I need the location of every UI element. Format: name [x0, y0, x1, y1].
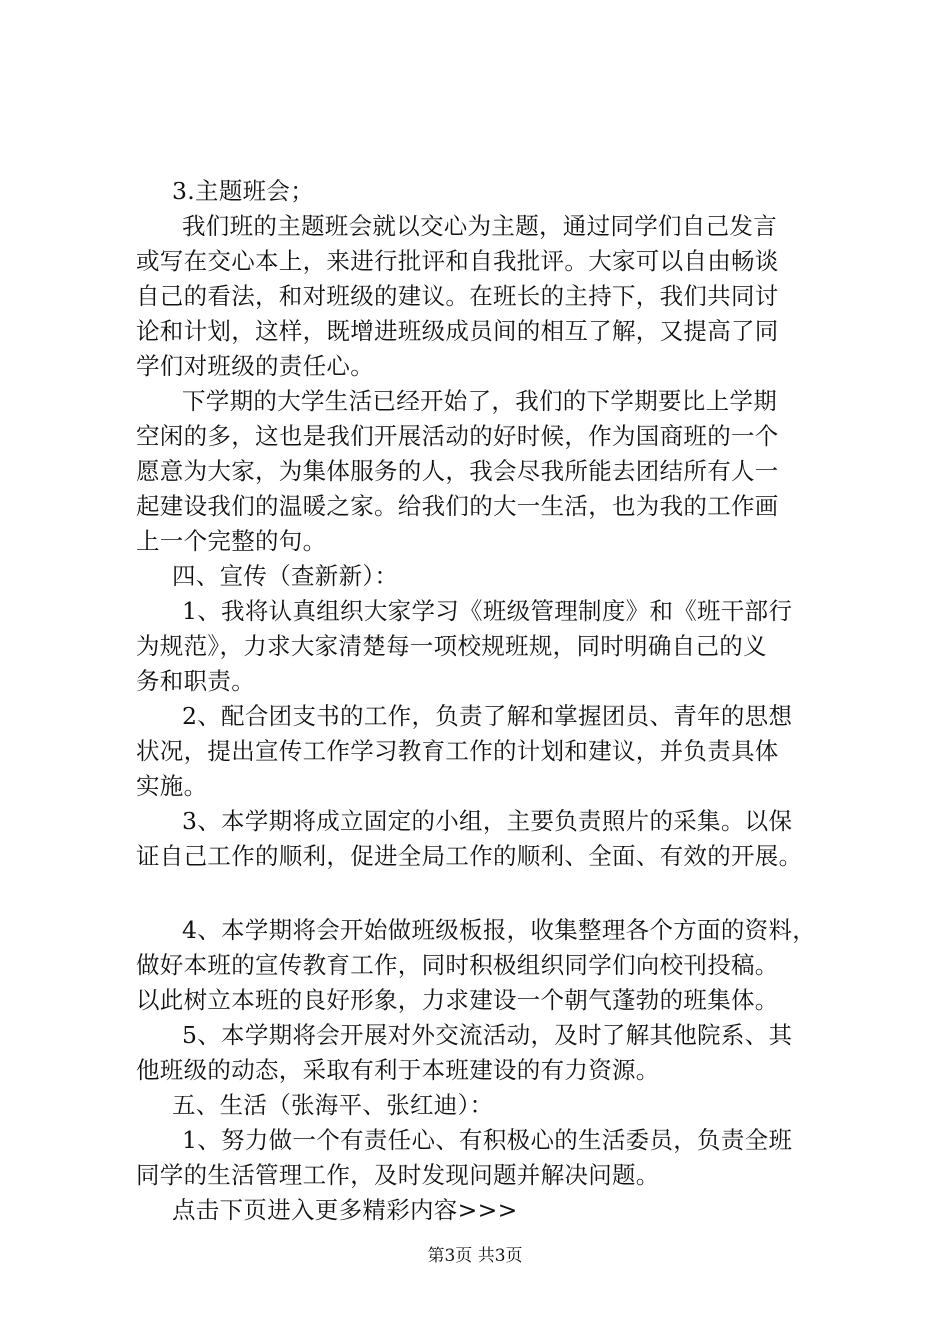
paragraph-publicity-1: [136, 594, 856, 699]
body-text: [136, 174, 856, 1228]
text-line: 为规范》，力求大家清楚每一项校规班规，同时明确自己的义: [136, 632, 767, 660]
text-line: 3、本学期将成立固定的小组，主要负责照片的采集。以保: [182, 807, 793, 835]
text-line: 愿意为大家，为集体服务的人，我会尽我所能去团结所有人一: [136, 457, 779, 485]
paragraph-publicity-2: [136, 699, 856, 804]
text-line: 起建设我们的温暖之家。给我们的大一生活，也为我的工作画: [136, 492, 779, 520]
text-line: 实施。: [136, 772, 208, 800]
text-line: 5、本学期将会开展对外交流活动，及时了解其他院系、其: [182, 1021, 793, 1049]
text-line: 以此树立本班的良好形象，力求建设一个朝气蓬勃的班集体。: [136, 986, 779, 1014]
text-line: 4、本学期将会开始做班级板报，收集整理各个方面的资料，: [182, 916, 817, 944]
text-line: 状况，提出宣传工作学习教育工作的计划和建议，并负责具体: [136, 737, 779, 765]
text-line: 2、配合团支书的工作，负责了解和掌握团员、青年的思想: [182, 702, 793, 730]
text-line: 他班级的动态，采取有利于本班建设的有力资源。: [136, 1056, 660, 1084]
paragraph-publicity-3: [136, 804, 856, 874]
text-line: 学们对班级的责任心。: [136, 352, 374, 380]
text-line: 1、我将认真组织大家学习《班级管理制度》和《班干部行: [182, 597, 793, 625]
text-line: 空闲的多，这也是我们开展活动的好时候，作为国商班的一个: [136, 422, 779, 450]
text-line: 或写在交心本上，来进行批评和自我批评。大家可以自由畅谈: [136, 247, 779, 275]
text-line: 同学的生活管理工作，及时发现问题并解决问题。: [136, 1161, 660, 1189]
text-line: 做好本班的宣传教育工作，同时积极组织同学们向校刊投稿。: [136, 951, 779, 979]
text-line: 自己的看法，和对班级的建议。在班长的主持下，我们共同讨: [136, 282, 779, 310]
text-line: 下学期的大学生活已经开始了，我们的下学期要比上学期: [182, 387, 777, 415]
page-number-label: 第3页 共3页: [427, 1246, 523, 1266]
blank-line: [136, 874, 856, 913]
paragraph-theme-meeting: [136, 209, 856, 384]
heading-publicity: 四、宣传（查新新）：: [172, 562, 399, 590]
text-line: 上一个完整的句。: [136, 527, 327, 555]
next-page-link[interactable]: 点击下页进入更多精彩内容>>>: [172, 1196, 518, 1224]
paragraph-publicity-5: [136, 1018, 856, 1088]
text-line: 证自己工作的顺利，促进全局工作的顺利、全面、有效的开展。: [136, 842, 803, 870]
text-line: 我们班的主题班会就以交心为主题，通过同学们自己发言: [182, 212, 777, 240]
text-line: 务和职责。: [136, 667, 255, 695]
text-line: 1、努力做一个有责任心、有积极心的生活委员，负责全班: [182, 1126, 793, 1154]
paragraph-life-1: [136, 1123, 856, 1193]
paragraph-next-semester: [136, 384, 856, 559]
paragraph-publicity-4: [136, 913, 856, 1018]
heading-life: 五、生活（张海平、张红迪）：: [172, 1091, 494, 1119]
text-line: 论和计划，这样，既增进班级成员间的相互了解，又提高了同: [136, 317, 779, 345]
heading-theme-meeting: 3.主题班会；: [172, 177, 315, 205]
page-footer: [0, 1244, 950, 1268]
